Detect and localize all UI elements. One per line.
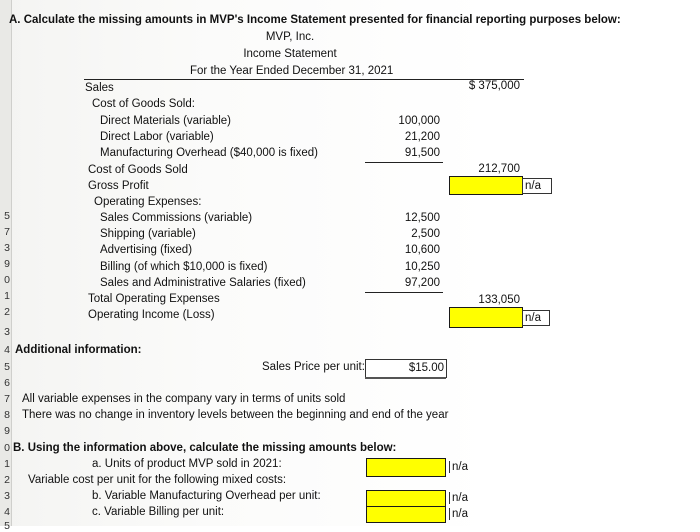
row-number: 6: [4, 377, 10, 389]
row-number: 5: [4, 361, 10, 373]
row-number: 3: [4, 326, 10, 338]
sales-total: $ 375,000: [468, 80, 520, 92]
row-number: 9: [4, 425, 10, 437]
cogs-underline: [365, 162, 443, 163]
variable-billing-note: n/a: [449, 508, 468, 520]
row-number: 1: [4, 290, 10, 302]
salaries-label: Sales and Administrative Salaries (fixed): [100, 277, 306, 289]
row-number: 3: [4, 242, 10, 254]
shipping-label: Shipping (variable): [100, 228, 196, 240]
units-sold-note: n/a: [449, 461, 468, 473]
sales-price-shadow: [365, 377, 446, 379]
statement-period: For the Year Ended December 31, 2021: [190, 65, 394, 77]
row-number: 0: [4, 274, 10, 286]
row-number: 5: [4, 520, 10, 532]
gross-profit-input[interactable]: [449, 176, 523, 195]
advertising-label: Advertising (fixed): [100, 244, 193, 256]
statement-name: Income Statement: [243, 48, 337, 60]
additional-info-heading: Additional information:: [15, 344, 142, 356]
gross-profit-note: n/a: [522, 178, 552, 194]
opex-underline: [365, 292, 443, 293]
total-opex: 133,050: [478, 294, 520, 306]
manufacturing-overhead-label: Manufacturing Overhead ($40,000 is fixed): [100, 147, 318, 159]
operating-income-input[interactable]: [449, 307, 523, 328]
units-sold-label: a. Units of product MVP sold in 2021:: [92, 458, 282, 470]
direct-labor-amount: 21,200: [404, 131, 440, 143]
company-name: MVP, Inc.: [265, 31, 315, 43]
row-number: 7: [4, 393, 10, 405]
billing-amount: 10,250: [404, 261, 440, 273]
variable-billing-label: c. Variable Billing per unit:: [92, 506, 225, 518]
direct-materials-amount: 100,000: [398, 115, 440, 127]
note-variable-expenses: All variable expenses in the company vary in terms of units sold: [22, 393, 346, 405]
row-number: 1: [4, 458, 10, 470]
variable-cost-heading: Variable cost per unit for the following mixed costs:: [28, 474, 287, 486]
variable-moh-note: n/a: [449, 492, 468, 504]
sales-price-value: $15.00: [365, 359, 447, 378]
row-number: 0: [4, 442, 10, 454]
sales-price-label: Sales Price per unit:: [262, 361, 365, 373]
row-number: 3: [4, 490, 10, 502]
operating-income-label: Operating Income (Loss): [88, 309, 215, 321]
row-number: 9: [4, 258, 10, 270]
direct-materials-label: Direct Materials (variable): [100, 115, 232, 127]
variable-billing-input[interactable]: [366, 506, 446, 523]
cogs-total: 212,700: [478, 163, 520, 175]
manufacturing-overhead-amount: 91,500: [404, 147, 440, 159]
row-number: 2: [4, 474, 10, 486]
sales-label: Sales: [85, 82, 114, 94]
row-number: 2: [4, 306, 10, 318]
row-number: 5: [4, 210, 10, 222]
sales-commissions-amount: 12,500: [404, 212, 440, 224]
note-inventory: There was no change in inventory levels between the beginning and end of the year: [22, 409, 449, 421]
sales-commissions-label: Sales Commissions (variable): [100, 212, 253, 224]
operating-income-note: n/a: [522, 310, 550, 326]
units-sold-input[interactable]: [366, 458, 446, 477]
billing-label: Billing (of which $10,000 is fixed): [100, 261, 268, 273]
cogs-header: Cost of Goods Sold:: [92, 98, 195, 110]
cogs-total-label: Cost of Goods Sold: [88, 164, 188, 176]
salaries-amount: 97,200: [404, 277, 440, 289]
question-b-heading: B. Using the information above, calculate the missing amounts below:: [13, 442, 397, 454]
shipping-amount: 2,500: [411, 228, 440, 240]
opex-header: Operating Expenses:: [94, 196, 202, 208]
question-a-title: A. Calculate the missing amounts in MVP's Income Statement presented for financial reporting purposes below:: [9, 14, 621, 26]
gross-profit-label: Gross Profit: [88, 180, 149, 192]
variable-moh-input[interactable]: [366, 490, 446, 507]
total-opex-label: Total Operating Expenses: [88, 293, 220, 305]
row-number: 4: [4, 506, 10, 518]
direct-labor-label: Direct Labor (variable): [100, 131, 214, 143]
row-number: 4: [4, 344, 10, 356]
row-number: 8: [4, 409, 10, 421]
row-number: 7: [4, 226, 10, 238]
advertising-amount: 10,600: [404, 244, 440, 256]
variable-moh-label: b. Variable Manufacturing Overhead per unit:: [92, 490, 321, 502]
